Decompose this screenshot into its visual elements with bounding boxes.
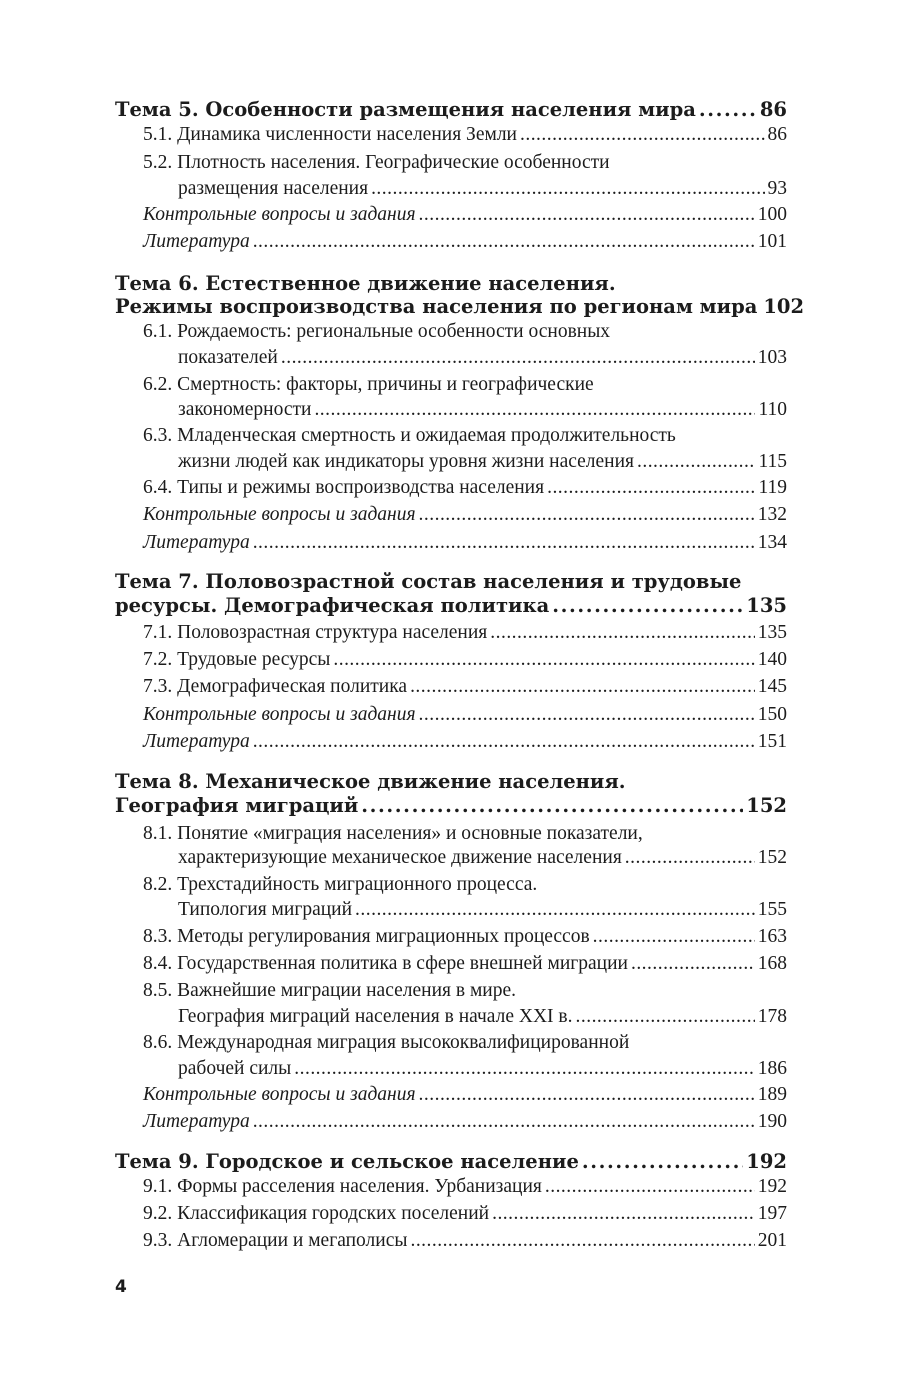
toc-section-line bbox=[143, 477, 787, 503]
toc-entry-title: 8.5. Важнейшие миграции населения в мире. bbox=[143, 980, 517, 1001]
toc-entry-title: 6.2. Смертность: факторы, причины и географические bbox=[143, 374, 594, 395]
toc-section-line bbox=[178, 1006, 787, 1032]
toc-section-line bbox=[178, 399, 787, 425]
toc-page-number: 93 bbox=[767, 178, 787, 199]
toc-entry-title: размещения населения bbox=[178, 178, 369, 199]
toc-entry-title: 6.1. Рождаемость: региональные особенности основных bbox=[143, 321, 611, 342]
dot-leader bbox=[371, 178, 764, 200]
toc-extra-line bbox=[143, 731, 787, 757]
toc-section-line bbox=[143, 425, 787, 451]
toc-entry-title: География миграций bbox=[115, 794, 359, 817]
dot-leader bbox=[253, 231, 755, 253]
toc-page-number: 132 bbox=[757, 504, 787, 525]
toc-page-number: 192 bbox=[757, 1176, 787, 1197]
dot-leader bbox=[631, 953, 755, 975]
dot-leader bbox=[314, 399, 755, 421]
toc-extra-line bbox=[143, 704, 787, 730]
toc-entry-title: 6.3. Младенческая смертность и ожидаемая продолжительность bbox=[143, 425, 676, 446]
toc-section-line bbox=[143, 926, 787, 952]
toc-entry-title: 9.2. Классификация городских поселений bbox=[143, 1203, 490, 1224]
dot-leader bbox=[410, 676, 755, 698]
toc-entry-title: 8.4. Государственная политика в сфере внешней миграции bbox=[143, 953, 628, 974]
toc-entry-title: Тема 6. Естественное движение населения. bbox=[115, 272, 616, 295]
toc-section-line bbox=[143, 1032, 787, 1058]
dot-leader bbox=[361, 794, 743, 817]
toc-entry-title: Контрольные вопросы и задания bbox=[143, 504, 416, 525]
toc-page-number: 197 bbox=[757, 1203, 787, 1224]
dot-leader bbox=[355, 899, 755, 921]
toc-page-number: 151 bbox=[757, 731, 787, 752]
dot-leader bbox=[576, 1006, 755, 1028]
toc-entry-title: 9.1. Формы расселения населения. Урбанизация bbox=[143, 1176, 542, 1197]
toc-page-number: 186 bbox=[757, 1058, 787, 1079]
toc-topic-line bbox=[115, 295, 805, 321]
toc-entry-title: Литература bbox=[143, 532, 250, 553]
toc-page-number: 135 bbox=[757, 622, 787, 643]
dot-leader bbox=[419, 504, 755, 526]
dot-leader bbox=[582, 1150, 743, 1173]
toc-entry-title: 8.3. Методы регулирования миграционных процессов bbox=[143, 926, 590, 947]
toc-page-number: 103 bbox=[757, 347, 787, 368]
toc-entry-title: Тема 9. Городское и сельское население bbox=[115, 1150, 579, 1173]
toc-section-line bbox=[178, 451, 787, 477]
toc-topic-line bbox=[115, 770, 787, 796]
toc-topic-line bbox=[115, 594, 787, 620]
dot-leader bbox=[253, 731, 755, 753]
toc-section-line bbox=[143, 874, 787, 900]
toc-extra-line bbox=[143, 504, 787, 530]
toc-page-number: 86 bbox=[767, 124, 787, 145]
dot-leader bbox=[253, 1111, 755, 1133]
toc-entry-title: Контрольные вопросы и задания bbox=[143, 204, 416, 225]
toc-page-number: 201 bbox=[757, 1230, 787, 1251]
toc-extra-line bbox=[143, 231, 787, 257]
toc-extra-line bbox=[143, 1111, 787, 1137]
dot-leader bbox=[419, 1084, 755, 1106]
dot-leader bbox=[625, 847, 755, 869]
toc-entry-title: Тема 7. Половозрастной состав населения и трудовые bbox=[115, 570, 742, 593]
toc-page-number: 192 bbox=[746, 1150, 787, 1173]
toc-entry-title: 5.1. Динамика численности населения Земли bbox=[143, 124, 517, 145]
toc-extra-line bbox=[143, 1084, 787, 1110]
toc-section-line bbox=[143, 823, 787, 849]
toc-page-number: 102 bbox=[763, 295, 805, 318]
toc-entry-title: 6.4. Типы и режимы воспроизводства населения bbox=[143, 477, 545, 498]
toc-entry-title: 8.6. Международная миграция высококвалифицированной bbox=[143, 1032, 630, 1053]
toc-page-number: 152 bbox=[757, 847, 787, 868]
toc-entry-title: 7.1. Половозрастная структура населения bbox=[143, 622, 488, 643]
toc-section-line bbox=[143, 676, 787, 702]
toc-entry-title: 7.2. Трудовые ресурсы bbox=[143, 649, 331, 670]
toc-entry-title: 8.1. Понятие «миграция населения» и основные показатели, bbox=[143, 823, 643, 844]
toc-page-number: 115 bbox=[758, 451, 787, 472]
toc-entry-title: Типология миграций bbox=[178, 899, 353, 920]
dot-leader bbox=[552, 594, 743, 617]
toc-section-line bbox=[143, 1230, 787, 1256]
toc-section-line bbox=[178, 847, 787, 873]
toc-entry-title: Тема 5. Особенности размещения населения мира bbox=[115, 98, 696, 121]
dot-leader bbox=[637, 451, 755, 473]
toc-entry-title: 8.2. Трехстадийность миграционного процесса. bbox=[143, 874, 538, 895]
dot-leader bbox=[410, 1230, 754, 1252]
toc-entry-title: Тема 8. Механическое движение населения. bbox=[115, 770, 626, 793]
toc-entry-title: Литература bbox=[143, 231, 250, 252]
toc-entry-title: Режимы воспроизводства населения по регионам мира bbox=[115, 295, 758, 318]
dot-leader bbox=[419, 704, 755, 726]
toc-entry-title: характеризующие механическое движение населения bbox=[178, 847, 622, 868]
page-number: 4 bbox=[115, 1277, 127, 1297]
dot-leader bbox=[333, 649, 754, 671]
toc-section-line bbox=[143, 152, 787, 178]
toc-entry-title: 9.3. Агломерации и мегаполисы bbox=[143, 1230, 408, 1251]
toc-page-number: 155 bbox=[757, 899, 787, 920]
toc-topic-line bbox=[115, 98, 787, 124]
toc-entry-title: жизни людей как индикаторы уровня жизни населения bbox=[178, 451, 634, 472]
toc-section-line bbox=[178, 347, 787, 373]
toc-section-line bbox=[143, 953, 787, 979]
toc-entry-title: География миграций населения в начале XXI в. bbox=[178, 1006, 573, 1027]
toc-page-number: 163 bbox=[757, 926, 787, 947]
toc-page-number: 190 bbox=[757, 1111, 787, 1132]
dot-leader bbox=[490, 622, 754, 644]
toc-section-line bbox=[178, 899, 787, 925]
toc-section-line bbox=[143, 649, 787, 675]
toc-entry-title: 5.2. Плотность населения. Географические особенности bbox=[143, 152, 610, 173]
toc-page-number: 110 bbox=[758, 399, 787, 420]
toc-section-line bbox=[143, 1176, 787, 1202]
dot-leader bbox=[520, 124, 765, 146]
toc-section-line bbox=[143, 980, 787, 1006]
toc-section-line bbox=[178, 1058, 787, 1084]
toc-extra-line bbox=[143, 204, 787, 230]
toc-section-line bbox=[143, 1203, 787, 1229]
toc-section-line bbox=[143, 622, 787, 648]
dot-leader bbox=[492, 1203, 755, 1225]
toc-page-number: 168 bbox=[757, 953, 787, 974]
toc-page-number: 134 bbox=[757, 532, 787, 553]
toc-entry-title: рабочей силы bbox=[178, 1058, 292, 1079]
toc-entry-title: Контрольные вопросы и задания bbox=[143, 704, 416, 725]
toc-entry-title: 7.3. Демографическая политика bbox=[143, 676, 408, 697]
toc-section-line bbox=[143, 321, 787, 347]
toc-entry-title: ресурсы. Демографическая политика bbox=[115, 594, 550, 617]
toc-page-number: 152 bbox=[746, 794, 787, 817]
toc-topic-line bbox=[115, 570, 787, 596]
toc-topic-line bbox=[115, 794, 787, 820]
dot-leader bbox=[699, 98, 757, 121]
toc-topic-line bbox=[115, 1150, 787, 1176]
toc-entry-title: закономерности bbox=[178, 399, 312, 420]
toc-page-number: 119 bbox=[758, 477, 787, 498]
toc-page-number: 145 bbox=[757, 676, 787, 697]
toc-page-number: 189 bbox=[757, 1084, 787, 1105]
toc-entry-title: Литература bbox=[143, 731, 250, 752]
dot-leader bbox=[547, 477, 755, 499]
toc-section-line bbox=[178, 178, 787, 204]
toc-page-number: 86 bbox=[759, 98, 787, 121]
toc-entry-title: показателей bbox=[178, 347, 278, 368]
dot-leader bbox=[294, 1058, 754, 1080]
toc-page-number: 140 bbox=[757, 649, 787, 670]
dot-leader bbox=[545, 1176, 755, 1198]
toc-page-number: 178 bbox=[757, 1006, 787, 1027]
dot-leader bbox=[419, 204, 755, 226]
dot-leader bbox=[253, 532, 755, 554]
toc-extra-line bbox=[143, 532, 787, 558]
toc-entry-title: Контрольные вопросы и задания bbox=[143, 1084, 416, 1105]
toc-section-line bbox=[143, 374, 787, 400]
toc-section-line bbox=[143, 124, 787, 150]
dot-leader bbox=[281, 347, 755, 369]
toc-page-number: 100 bbox=[757, 204, 787, 225]
toc-page-number: 101 bbox=[757, 231, 787, 252]
dot-leader bbox=[593, 926, 755, 948]
toc-entry-title: Литература bbox=[143, 1111, 250, 1132]
toc-page-number: 150 bbox=[757, 704, 787, 725]
toc-page-number: 135 bbox=[746, 594, 787, 617]
